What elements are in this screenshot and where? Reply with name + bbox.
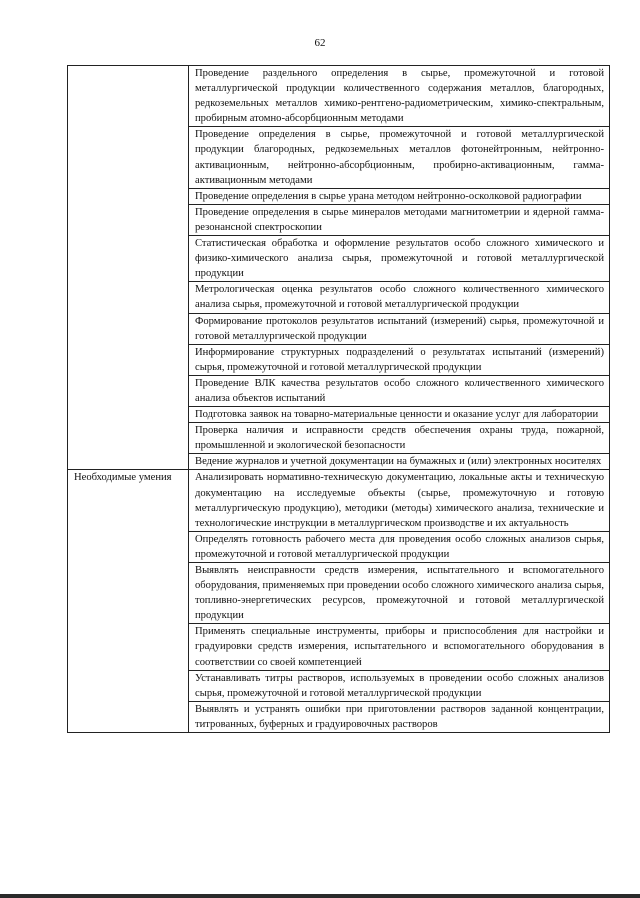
table-row bbox=[68, 66, 610, 127]
table-cell: Проверка наличия и исправности средств обеспечения охраны труда, пожарной, промышленной и экологической безопасности bbox=[189, 423, 610, 454]
table-cell: Проведение ВЛК качества результатов особо сложного количественного химического анализа объектов испытаний bbox=[189, 375, 610, 406]
scan-edge bbox=[0, 894, 640, 898]
table-cell: Проведение определения в сырье минералов методами магнитометрии и ядерной гамма-резонансной спектроскопии bbox=[189, 204, 610, 235]
section-label: Необходимые умения bbox=[68, 470, 189, 733]
table-cell: Проведение определения в сырье, промежуточной и готовой металлургической продукции благородных, редкоземельных металлов фотонейтронным, нейтронно-активационным, нейтронно-абсорбционным, пробирно-активационным, гамма-активационным методами bbox=[189, 127, 610, 188]
table-cell: Информирование структурных подразделений о результатах испытаний (измерений) сырья, промежуточной и готовой металлургической продукции bbox=[189, 344, 610, 375]
table-cell: Проведение раздельного определения в сырье, промежуточной и готовой металлургической продукции количественного содержания металлов, благородных, редкоземельных металлов химико-рентгено-радиометрическим, химико-спектральным, пробирным атомно-абсорбционным методами bbox=[189, 66, 610, 127]
table-row bbox=[68, 470, 610, 531]
table-cell: Подготовка заявок на товарно-материальные ценности и оказание услуг для лаборатории bbox=[189, 407, 610, 423]
table-cell: Выявлять неисправности средств измерения, испытательного и вспомогательного оборудования, применяемых при проведении особо сложного химического анализа сырья, топливно-энергетических ресурсов, промежуточной и готовой металлургической продукции bbox=[189, 563, 610, 624]
table-cell: Определять готовность рабочего места для проведения особо сложных анализов сырья, промежуточной и готовой металлургической продукции bbox=[189, 531, 610, 562]
table-cell: Анализировать нормативно-техническую документацию, локальные акты и техническую документацию на исследуемые объекты (сырье, промежуточную и готовую металлургическую продукцию), методики (методы) химического анализа, технические и технологические инструкции в металлургическом производстве и их актуальность bbox=[189, 470, 610, 531]
table-cell: Метрологическая оценка результатов особо сложного количественного химического анализа сырья, промежуточной и готовой металлургической продукции bbox=[189, 282, 610, 313]
page-number: 62 bbox=[314, 37, 326, 49]
table-cell: Формирование протоколов результатов испытаний (измерений) сырья, промежуточной и готовой металлургической продукции bbox=[189, 313, 610, 344]
table-cell: Статистическая обработка и оформление результатов особо сложного химического и физико-химического анализа сырья, промежуточной и готовой металлургической продукции bbox=[189, 236, 610, 282]
table-cell: Устанавливать титры растворов, используемых в проведении особо сложных анализов сырья, промежуточной и готовой металлургической продукции bbox=[189, 670, 610, 701]
table-cell: Выявлять и устранять ошибки при приготовлении растворов заданной концентрации, титрованных, буферных и градуировочных растворов bbox=[189, 701, 610, 732]
table-cell: Ведение журналов и учетной документации на бумажных и (или) электронных носителях bbox=[189, 454, 610, 470]
section-label bbox=[68, 66, 189, 470]
table-cell: Применять специальные инструменты, приборы и приспособления для настройки и градуировки средств измерения, испытательного и вспомогательного оборудования в соответствии со своей компетенцией bbox=[189, 624, 610, 670]
requirements-table bbox=[67, 65, 610, 733]
table-cell: Проведение определения в сырье урана методом нейтронно-осколковой радиографии bbox=[189, 188, 610, 204]
